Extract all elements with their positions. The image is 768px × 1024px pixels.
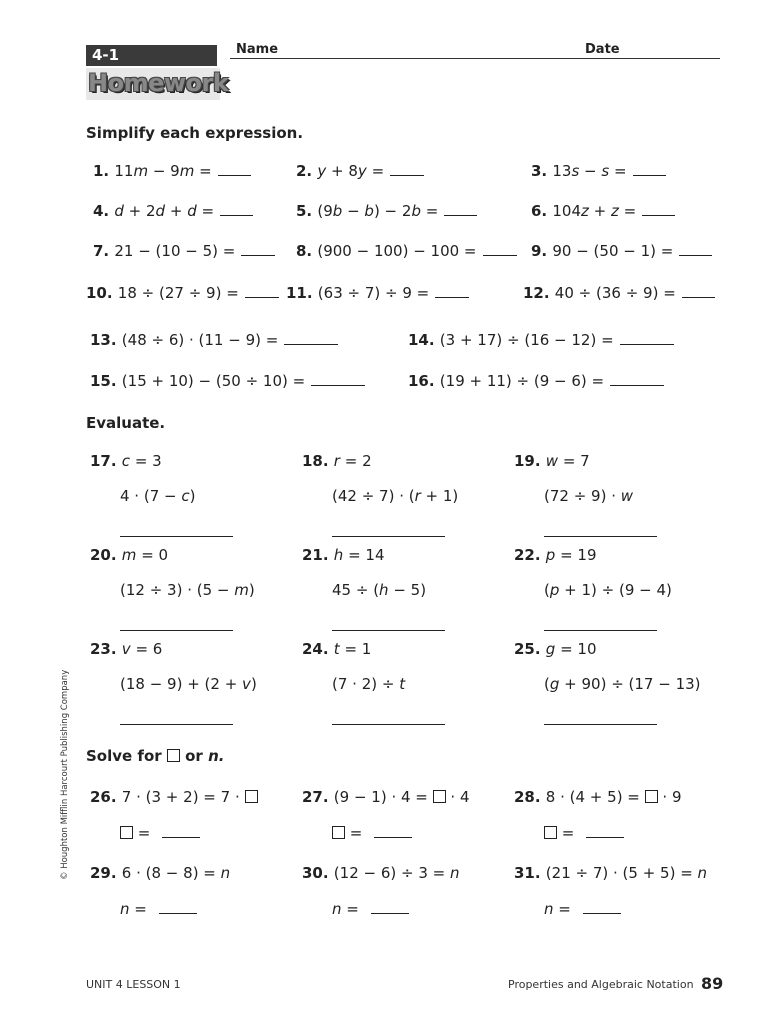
solve-middle: or: [185, 747, 203, 765]
problem-21: 21. h = 14: [302, 546, 385, 564]
name-label: Name: [236, 42, 279, 57]
expression: (p + 1) ÷ (9 − 4): [544, 581, 672, 599]
answer-box-icon: [332, 826, 345, 839]
expression: (42 ÷ 7) · (r + 1): [332, 487, 459, 505]
problem-number: 13.: [90, 331, 122, 349]
name-date-line[interactable]: [230, 58, 720, 59]
answer-row: n =: [120, 900, 197, 918]
answer-blank[interactable]: [162, 825, 200, 838]
answer-line[interactable]: [120, 630, 233, 631]
problem-number: 2.: [296, 162, 318, 180]
problem-23: 23. v = 6: [90, 640, 163, 658]
answer-box-icon: [245, 790, 258, 803]
expression: (18 − 9) + (2 + v): [120, 675, 257, 693]
problem-number: 30.: [302, 864, 334, 882]
section-evaluate: Evaluate.: [86, 414, 166, 432]
answer-blank[interactable]: [390, 163, 424, 176]
problem-number: 27.: [302, 788, 334, 806]
answer-blank[interactable]: [444, 203, 477, 216]
footer-unit: UNIT 4 LESSON 1: [86, 978, 181, 991]
answer-line[interactable]: [544, 724, 657, 725]
problem-number: 6.: [531, 202, 553, 220]
problem-number: 7.: [93, 242, 115, 260]
answer-box-icon: [120, 826, 133, 839]
problem-31: 31. (21 ÷ 7) · (5 + 5) = n: [514, 864, 708, 882]
problem-number: 20.: [90, 546, 122, 564]
problem-number: 1.: [93, 162, 115, 180]
answer-line[interactable]: [120, 724, 233, 725]
answer-line[interactable]: [332, 630, 445, 631]
answer-blank[interactable]: [679, 243, 712, 256]
problem-15: 15. (15 + 10) − (50 ÷ 10) =: [90, 372, 365, 390]
problem-13: 13. (48 ÷ 6) · (11 − 9) =: [90, 331, 338, 349]
answer-blank[interactable]: [241, 243, 275, 256]
problem-number: 14.: [408, 331, 440, 349]
problem-14: 14. (3 + 17) ÷ (16 − 12) =: [408, 331, 674, 349]
answer-row: =: [120, 824, 200, 842]
answer-blank[interactable]: [311, 373, 365, 386]
problem-9: 9. 90 − (50 − 1) =: [531, 242, 712, 260]
problem-number: 4.: [93, 202, 115, 220]
answer-blank[interactable]: [586, 825, 624, 838]
problem-12: 12. 40 ÷ (36 ÷ 9) =: [523, 284, 715, 302]
date-label: Date: [585, 42, 620, 57]
answer-row: n =: [332, 900, 409, 918]
answer-box-icon: [433, 790, 446, 803]
expression: (g + 90) ÷ (17 − 13): [544, 675, 701, 693]
problem-3: 3. 13s − s =: [531, 162, 666, 180]
problem-number: 3.: [531, 162, 553, 180]
problem-6: 6. 104z + z =: [531, 202, 675, 220]
problem-number: 12.: [523, 284, 555, 302]
problem-18: 18. r = 2: [302, 452, 372, 470]
problem-16: 16. (19 + 11) ÷ (9 − 6) =: [408, 372, 664, 390]
answer-box-icon: [167, 749, 180, 762]
problem-number: 29.: [90, 864, 122, 882]
expression: 45 ÷ (h − 5): [332, 581, 427, 599]
problem-number: 21.: [302, 546, 334, 564]
problem-number: 19.: [514, 452, 546, 470]
problem-28: 28. 8 · (4 + 5) = · 9: [514, 788, 682, 806]
expression: (7 · 2) ÷ t: [332, 675, 406, 693]
answer-blank[interactable]: [435, 285, 469, 298]
answer-blank[interactable]: [583, 901, 621, 914]
solve-prefix: Solve for: [86, 747, 162, 765]
answer-line[interactable]: [544, 536, 657, 537]
problem-number: 15.: [90, 372, 122, 390]
answer-row: =: [332, 824, 412, 842]
answer-blank[interactable]: [284, 332, 338, 345]
answer-row: n =: [544, 900, 621, 918]
problem-number: 18.: [302, 452, 334, 470]
answer-blank[interactable]: [633, 163, 666, 176]
problem-17: 17. c = 3: [90, 452, 162, 470]
problem-7: 7. 21 − (10 − 5) =: [93, 242, 275, 260]
problem-number: 28.: [514, 788, 546, 806]
answer-line[interactable]: [332, 536, 445, 537]
problem-19: 19. w = 7: [514, 452, 590, 470]
problem-26: 26. 7 · (3 + 2) = 7 ·: [90, 788, 258, 806]
problem-5: 5. (9b − b) − 2b =: [296, 202, 477, 220]
lesson-tag-bar: [86, 45, 217, 66]
problem-4: 4. d + 2d + d =: [93, 202, 253, 220]
copyright: © Houghton Mifflin Harcourt Publishing Company: [60, 669, 70, 880]
problem-number: 11.: [286, 284, 318, 302]
problem-24: 24. t = 1: [302, 640, 372, 658]
problem-1: 1. 11m − 9m =: [93, 162, 251, 180]
problem-20: 20. m = 0: [90, 546, 169, 564]
footer-title: Properties and Algebraic Notation: [508, 978, 694, 991]
problem-29: 29. 6 · (8 − 8) = n: [90, 864, 231, 882]
answer-line[interactable]: [332, 724, 445, 725]
answer-line[interactable]: [120, 536, 233, 537]
answer-row: =: [544, 824, 624, 842]
problem-number: 22.: [514, 546, 546, 564]
answer-blank[interactable]: [245, 285, 279, 298]
problem-number: 24.: [302, 640, 334, 658]
problem-number: 23.: [90, 640, 122, 658]
solve-variable: n.: [208, 747, 225, 765]
expression: (72 ÷ 9) · w: [544, 487, 634, 505]
answer-box-icon: [645, 790, 658, 803]
section-simplify: Simplify each expression.: [86, 124, 304, 142]
problem-number: 5.: [296, 202, 318, 220]
answer-blank[interactable]: [610, 373, 664, 386]
lesson-tag: 4-1: [92, 46, 120, 64]
problem-number: 16.: [408, 372, 440, 390]
homework-badge: Homework: [88, 69, 229, 97]
problem-number: 26.: [90, 788, 122, 806]
answer-blank[interactable]: [483, 243, 517, 256]
problem-11: 11. (63 ÷ 7) ÷ 9 =: [286, 284, 469, 302]
problem-number: 17.: [90, 452, 122, 470]
answer-line[interactable]: [544, 630, 657, 631]
answer-blank[interactable]: [218, 163, 251, 176]
section-solve: [86, 747, 224, 765]
problem-10: 10. 18 ÷ (27 ÷ 9) =: [86, 284, 279, 302]
answer-blank[interactable]: [682, 285, 715, 298]
problem-number: 8.: [296, 242, 318, 260]
answer-blank[interactable]: [159, 901, 197, 914]
answer-blank[interactable]: [374, 825, 412, 838]
answer-box-icon: [544, 826, 557, 839]
answer-blank[interactable]: [371, 901, 409, 914]
problem-8: 8. (900 − 100) − 100 =: [296, 242, 517, 260]
answer-blank[interactable]: [642, 203, 675, 216]
problem-27: 27. (9 − 1) · 4 = · 4: [302, 788, 470, 806]
problem-25: 25. g = 10: [514, 640, 597, 658]
expression: (12 ÷ 3) · (5 − m): [120, 581, 255, 599]
problem-number: 31.: [514, 864, 546, 882]
problem-2: 2. y + 8y =: [296, 162, 424, 180]
answer-blank[interactable]: [620, 332, 674, 345]
problem-number: 10.: [86, 284, 118, 302]
problem-30: 30. (12 − 6) ÷ 3 = n: [302, 864, 460, 882]
answer-blank[interactable]: [220, 203, 253, 216]
problem-22: 22. p = 19: [514, 546, 597, 564]
expression: 4 · (7 − c): [120, 487, 196, 505]
page-number: 89: [701, 974, 724, 993]
problem-number: 25.: [514, 640, 546, 658]
problem-number: 9.: [531, 242, 553, 260]
